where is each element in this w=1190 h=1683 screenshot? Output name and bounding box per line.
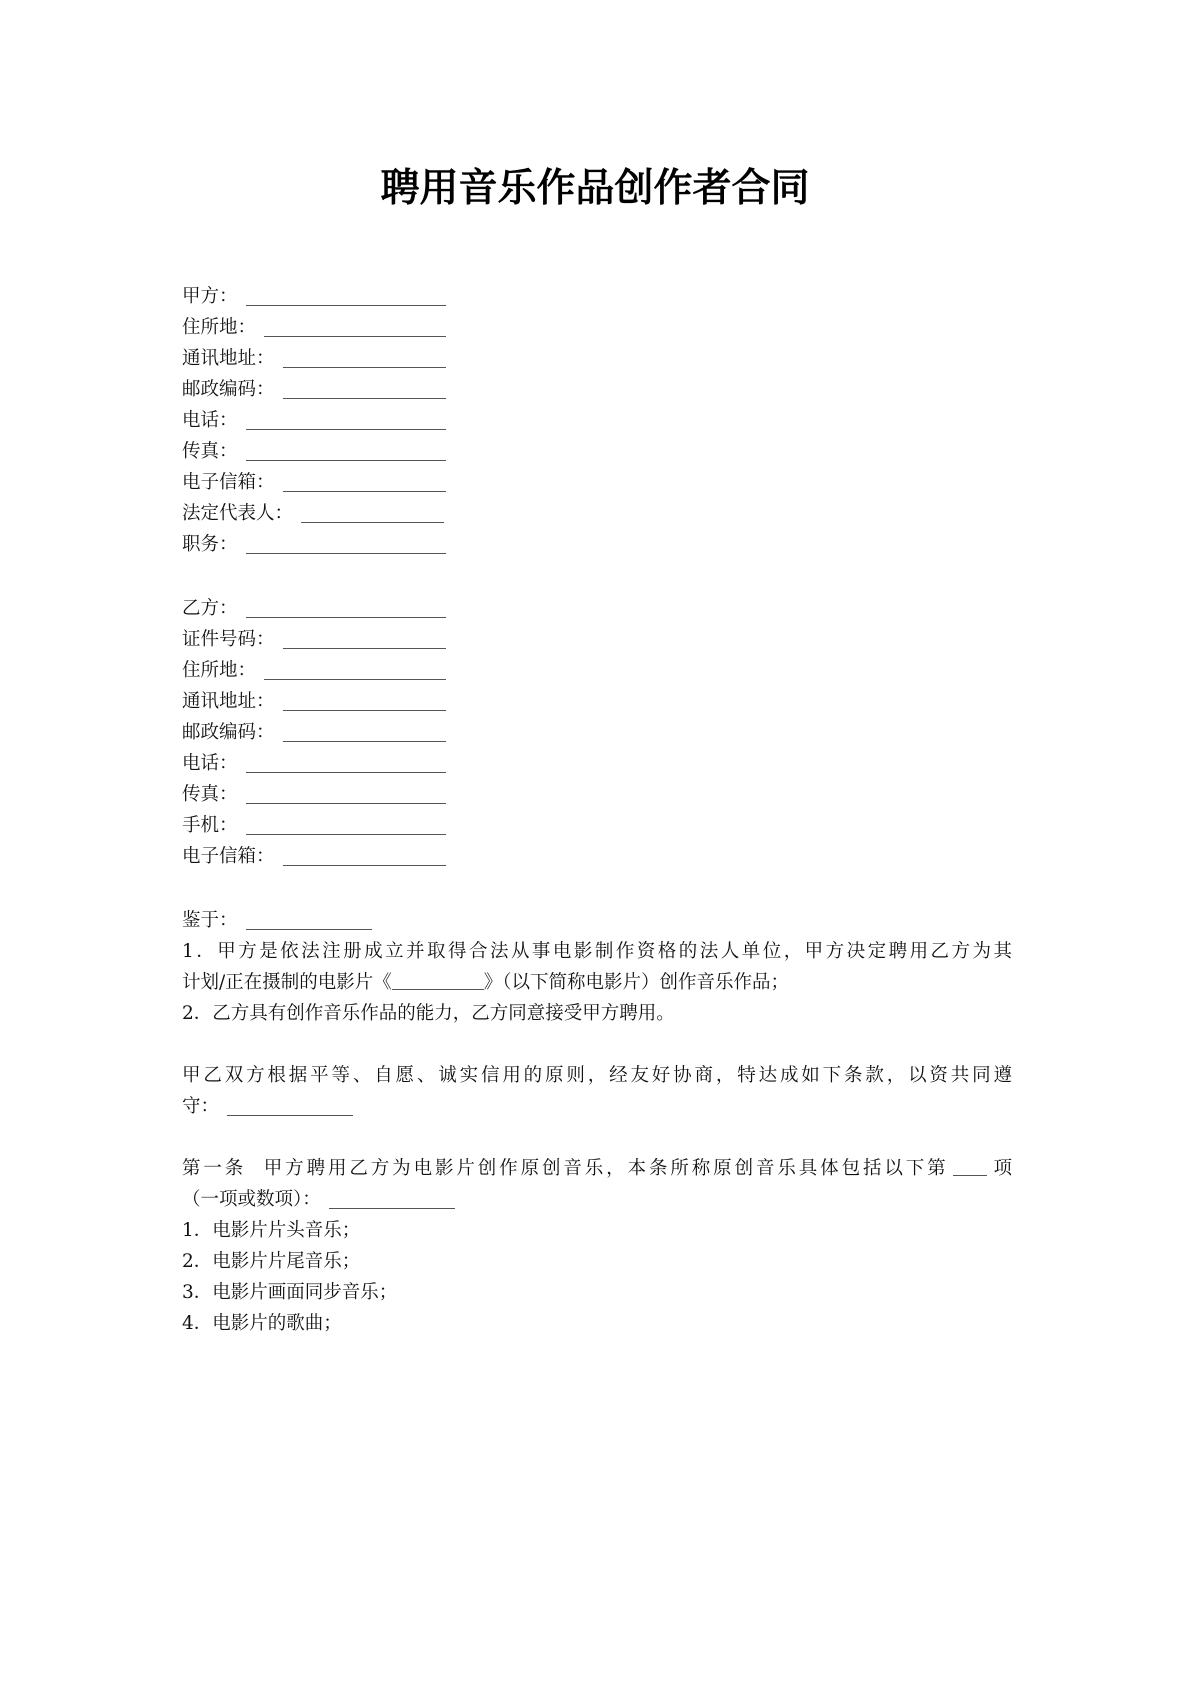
whereas-item-1-pre: 计划/正在摄制的电影片《 <box>182 972 392 993</box>
party-a-name-label: 甲方： <box>182 286 238 307</box>
party-a-position-field[interactable] <box>246 533 446 554</box>
party-a-address-label: 通讯地址： <box>182 348 275 369</box>
agreement-field[interactable] <box>227 1095 353 1116</box>
party-b-fax-field[interactable] <box>246 783 446 804</box>
party-b-mobile-label: 手机： <box>182 815 238 836</box>
party-b-id-row <box>182 624 1012 655</box>
film-title-field[interactable] <box>392 971 484 990</box>
party-b-section <box>182 593 1012 872</box>
party-b-address-row <box>182 686 1012 717</box>
party-a-section <box>182 281 1012 560</box>
party-b-phone-field[interactable] <box>246 752 446 773</box>
party-b-mobile-field[interactable] <box>246 814 446 835</box>
whereas-item-1-line-2 <box>182 967 1012 998</box>
party-b-email-label: 电子信箱： <box>182 846 275 867</box>
party-a-phone-label: 电话： <box>182 410 238 431</box>
article-1-item-4: 4．电影片的歌曲； <box>182 1313 342 1334</box>
article-1-line-1-pre: 第一条 甲方聘用乙方为电影片创作原创音乐，本条所称原创音乐具体包括以下第 <box>182 1158 949 1179</box>
article-1-item-1: 1．电影片片头音乐； <box>182 1220 361 1241</box>
party-b-phone-label: 电话： <box>182 753 238 774</box>
party-a-legal-rep-field[interactable] <box>301 502 444 523</box>
party-a-name-row <box>182 281 1012 312</box>
party-a-name-field[interactable] <box>246 285 446 306</box>
party-a-postcode-field[interactable] <box>283 378 446 399</box>
article-1-item-2: 2．电影片片尾音乐； <box>182 1251 361 1272</box>
party-b-address-label: 通讯地址： <box>182 691 275 712</box>
party-a-postcode-row <box>182 374 1012 405</box>
party-a-fax-label: 传真： <box>182 441 238 462</box>
party-b-phone-row <box>182 748 1012 779</box>
party-b-id-field[interactable] <box>283 628 446 649</box>
party-b-email-row <box>182 841 1012 872</box>
party-b-address-field[interactable] <box>283 690 446 711</box>
whereas-item-1-post: 》（以下简称电影片）创作音乐作品； <box>483 972 789 993</box>
party-a-email-label: 电子信箱： <box>182 472 275 493</box>
whereas-label: 鉴于： <box>182 910 238 931</box>
whereas-field[interactable] <box>246 909 372 930</box>
party-a-legal-rep-label: 法定代表人： <box>182 503 294 524</box>
party-a-email-row <box>182 467 1012 498</box>
party-a-phone-row <box>182 405 1012 436</box>
article-1-field[interactable] <box>329 1188 455 1209</box>
document-title: 聘用音乐作品创作者合同 <box>380 166 810 211</box>
article-1-item-number-field[interactable] <box>953 1157 987 1176</box>
article-1-item-3: 3．电影片画面同步音乐； <box>182 1282 398 1303</box>
party-a-phone-field[interactable] <box>246 409 446 430</box>
party-b-postcode-label: 邮政编码： <box>182 722 275 743</box>
article-1-line-1 <box>182 1153 1012 1184</box>
article-1-line-1-post: 项 <box>990 1158 1012 1179</box>
agreement-line-2 <box>182 1091 1012 1122</box>
whereas-row <box>182 905 1012 936</box>
party-a-domicile-row <box>182 312 1012 343</box>
agreement-line-1: 甲乙双方根据平等、自愿、诚实信用的原则，经友好协商，特达成如下条款，以资共同遵 <box>182 1065 1012 1086</box>
party-b-name-field[interactable] <box>246 597 446 618</box>
party-a-position-label: 职务： <box>182 534 238 555</box>
party-a-domicile-label: 住所地： <box>182 317 257 338</box>
party-a-email-field[interactable] <box>283 471 446 492</box>
party-b-fax-label: 传真： <box>182 784 238 805</box>
party-b-domicile-row <box>182 655 1012 686</box>
party-a-legal-rep-row <box>182 498 1012 529</box>
agreement-line-2-label: 守： <box>182 1096 220 1117</box>
party-b-domicile-field[interactable] <box>264 659 446 680</box>
article-1-line-2 <box>182 1184 1012 1215</box>
party-a-address-row <box>182 343 1012 374</box>
party-b-email-field[interactable] <box>283 845 446 866</box>
party-b-name-row <box>182 593 1012 624</box>
whereas-item-2: 2．乙方具有创作音乐作品的能力，乙方同意接受甲方聘用。 <box>182 1003 675 1024</box>
party-a-postcode-label: 邮政编码： <box>182 379 275 400</box>
party-b-fax-row <box>182 779 1012 810</box>
party-b-id-label: 证件号码： <box>182 629 275 650</box>
party-b-mobile-row <box>182 810 1012 841</box>
whereas-section <box>182 905 1012 1029</box>
party-b-postcode-field[interactable] <box>283 721 446 742</box>
article-1-line-2-label: （一项或数项）： <box>182 1189 321 1210</box>
party-b-postcode-row <box>182 717 1012 748</box>
party-a-fax-field[interactable] <box>246 440 446 461</box>
article-1-section <box>182 1153 1012 1339</box>
agreement-section <box>182 1060 1012 1122</box>
party-b-domicile-label: 住所地： <box>182 660 257 681</box>
whereas-item-1-line-1: 1．甲方是依法注册成立并取得合法从事电影制作资格的法人单位，甲方决定聘用乙方为其 <box>182 941 1012 962</box>
party-a-domicile-field[interactable] <box>264 316 446 337</box>
party-a-address-field[interactable] <box>283 347 446 368</box>
party-b-name-label: 乙方： <box>182 598 238 619</box>
party-a-fax-row <box>182 436 1012 467</box>
party-a-position-row <box>182 529 1012 560</box>
